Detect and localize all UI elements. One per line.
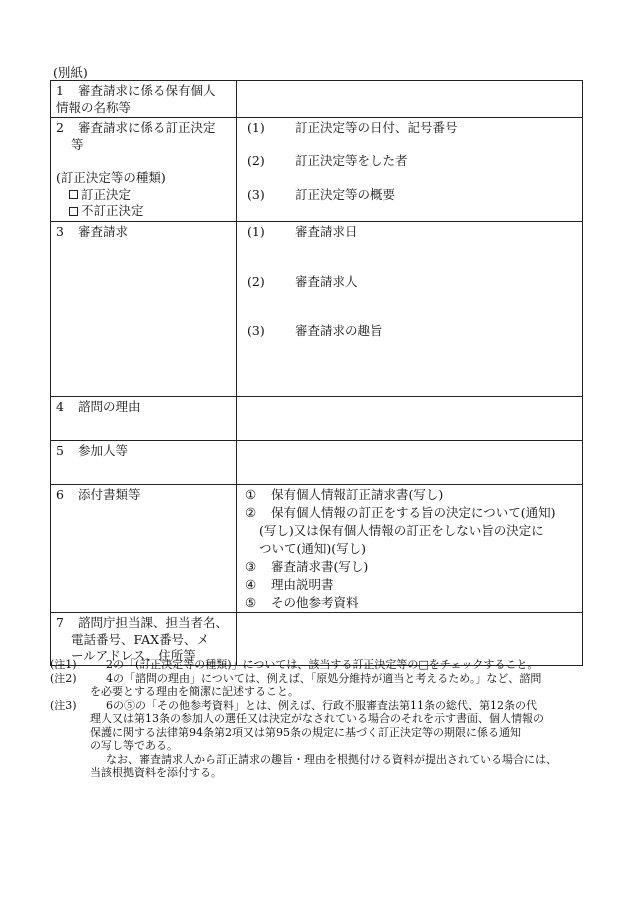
row3-sub-item-3	[237, 290, 582, 340]
note3-text-line3: 保護に関する法律第94条第2項又は第95条の規定に基づく訂正決定等の期限に係る通知	[90, 725, 521, 739]
attachment2-mark: ②	[245, 505, 257, 520]
attachment3-text: 審査請求書(写し)	[271, 559, 369, 574]
row2-value-cell	[237, 118, 583, 222]
row2-sub1-text: 訂正決定等の日付、記号番号	[295, 120, 458, 135]
attachment-item-5	[245, 594, 576, 612]
notes-section	[50, 658, 590, 780]
row3-sub-item-2	[237, 241, 582, 291]
note2-body	[90, 672, 590, 699]
row2-sub2-number: (2)	[247, 152, 265, 168]
row5-label: 参加人等	[78, 443, 129, 458]
row3-sub3-text: 審査請求の趣旨	[295, 323, 383, 338]
row6-value-cell	[237, 485, 583, 613]
row2-sub-item-1	[237, 118, 582, 137]
annex-label: (別紙)	[53, 65, 88, 80]
checkbox-correction-decision[interactable]	[69, 190, 78, 199]
attachment1-text: 保有個人情報訂正請求書(写し)	[271, 487, 444, 502]
row4-label: 諮問の理由	[78, 399, 141, 414]
note3-body	[90, 699, 590, 780]
row-correction-decision	[51, 118, 583, 222]
row7-label-line3: ールアドレス、住所等	[71, 648, 196, 663]
attachment2-text-line3: ついて(通知)(写し)	[259, 541, 367, 556]
row1-value-cell[interactable]	[237, 81, 583, 118]
note1-body	[90, 658, 590, 672]
row-inquiry-reason	[51, 397, 583, 441]
row5-number: 5	[56, 443, 64, 458]
note3-text-line2: 理人又は第13条の参加人の選任又は決定がなされている場合のそれを示す書面、個人情報の	[90, 712, 544, 725]
attachment-item-4	[245, 576, 576, 594]
row2-label-line2: 等	[71, 136, 84, 152]
row2-sub1-number: (1)	[247, 120, 265, 135]
option-non-correction-decision-label: 不訂正決定	[81, 203, 144, 218]
row1-label-line1: 審査請求に係る保有個人	[78, 83, 216, 98]
attachment3-mark: ③	[245, 559, 257, 574]
row7-label-line1: 諮問庁担当課、担当者名、	[78, 615, 229, 630]
row-review-request	[51, 222, 583, 397]
attachment-item-1	[245, 486, 576, 504]
decision-types-heading: (訂正決定等の種類)	[56, 170, 166, 185]
row2-sub-item-2	[237, 137, 582, 170]
row3-label: 審査請求	[78, 224, 129, 239]
note-3	[50, 699, 590, 780]
row3-sub-item-1	[237, 222, 582, 241]
row3-sub2-text: 審査請求人	[295, 273, 358, 289]
row6-number: 6	[56, 487, 64, 502]
attachment4-text: 理由説明書	[271, 577, 334, 592]
note2-label: (注2)	[50, 671, 77, 685]
note-1	[50, 658, 590, 672]
row3-value-cell	[237, 222, 583, 397]
row4-number: 4	[56, 399, 64, 414]
attachment-item-2-cont1	[245, 522, 576, 540]
attachment4-mark: ④	[245, 577, 257, 592]
attachment-item-2-cont2	[245, 540, 576, 558]
row2-number: 2	[56, 120, 64, 135]
attachment5-mark: ⑤	[245, 595, 257, 610]
option-correction-decision[interactable]	[69, 187, 236, 204]
option-non-correction-decision[interactable]	[69, 203, 236, 220]
attachment-item-3	[245, 558, 576, 576]
note-2	[50, 672, 590, 699]
note1-text: 2の「(訂正決定等の種類)」については、該当する訂正決定等の□をチェックすること。	[106, 658, 539, 671]
row3-label-cell	[51, 222, 237, 397]
note3-text-line5: なお、審査請求人から訂正請求の趣旨・理由を根拠付ける資料が提出されている場合には、	[106, 752, 557, 766]
row7-number: 7	[56, 615, 64, 630]
row5-value-cell[interactable]	[237, 441, 583, 485]
row4-label-cell	[51, 397, 237, 441]
inquiry-form-table	[50, 80, 583, 666]
row5-label-cell	[51, 441, 237, 485]
row2-sub3-number: (3)	[247, 187, 265, 202]
attachment2-text-line2: (写し)又は保有個人情報の訂正をしない旨の決定に	[259, 523, 544, 538]
row3-sub1-text: 審査請求日	[295, 224, 358, 239]
row4-value-cell[interactable]	[237, 397, 583, 441]
row3-sub2-number: (2)	[247, 273, 265, 289]
row3-sub1-number: (1)	[247, 224, 265, 239]
row2-sub3-text: 訂正決定等の概要	[295, 187, 396, 202]
attachment2-text-line1: 保有個人情報の訂正をする旨の決定について(通知)	[271, 505, 556, 520]
attachment-item-2	[245, 504, 576, 522]
attachment1-mark: ①	[245, 487, 257, 502]
note1-label: (注1)	[50, 658, 77, 671]
row1-number: 1	[56, 83, 64, 98]
row-personal-info-name	[51, 81, 583, 118]
row1-label-line2: 情報の名称等	[56, 99, 132, 115]
row2-label-cell	[51, 118, 237, 222]
note3-text-line6: 当該根拠資料を添付する。	[90, 766, 222, 779]
note3-label: (注3)	[50, 698, 77, 712]
row7-label-line2: 電話番号、FAX番号、メ	[71, 631, 210, 647]
row1-label-cell	[51, 81, 237, 118]
row2-sub2-text: 訂正決定等をした者	[295, 152, 408, 168]
note2-text-line2: を必要とする理由を簡潔に記述すること。	[90, 685, 299, 698]
row3-sub3-number: (3)	[247, 323, 265, 338]
note3-text-line4: の写し等である。	[90, 739, 178, 752]
row6-label-cell	[51, 485, 237, 613]
option-correction-decision-label: 訂正決定	[81, 186, 132, 202]
row6-label: 添付書類等	[78, 487, 141, 502]
checkbox-non-correction-decision[interactable]	[69, 207, 78, 216]
note3-text-line1: 6の⑤の「その他参考資料」とは、例えば、行政不服審査法第11条の総代、第12条の代	[106, 698, 537, 712]
attachment5-text: その他参考資料	[271, 595, 359, 610]
row2-sub-item-3	[237, 169, 582, 204]
row-attachments	[51, 485, 583, 613]
row3-number: 3	[56, 224, 64, 239]
row-participants	[51, 441, 583, 485]
note2-text-line1: 4の「諮問の理由」については、例えば、「原処分維持が適当と考えるため。」など、諮問	[106, 671, 542, 685]
row2-label-line1: 審査請求に係る訂正決定	[78, 120, 216, 135]
